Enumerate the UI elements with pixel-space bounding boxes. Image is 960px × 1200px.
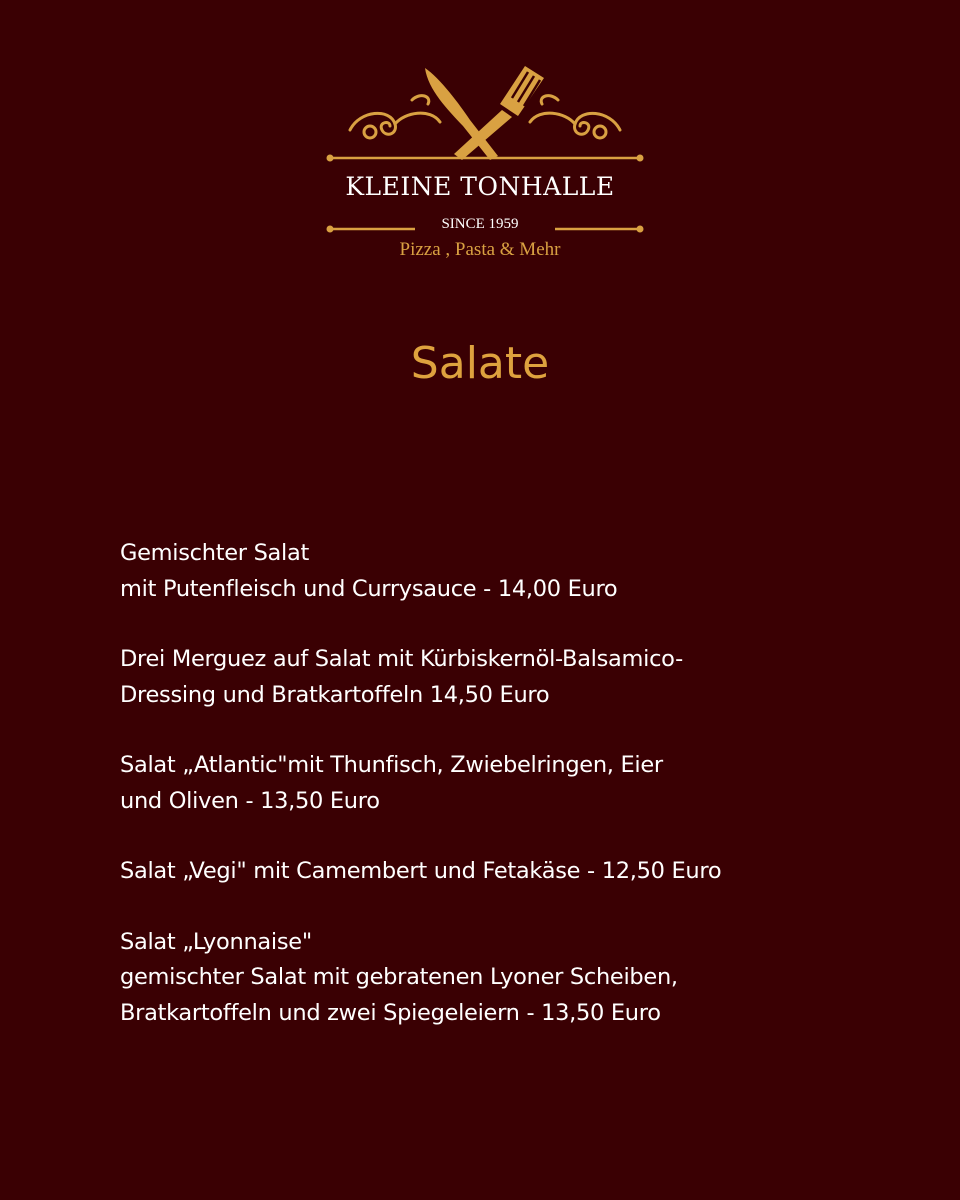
since-year: SINCE 1959 bbox=[441, 216, 519, 232]
brand-tagline: Pizza , Pasta & Mehr bbox=[399, 239, 561, 260]
menu-item bbox=[120, 536, 880, 607]
menu-item-line: Gemischter Salat bbox=[120, 540, 309, 566]
menu-item-line: Drei Merguez auf Salat mit Kürbiskernöl-Balsamico- bbox=[120, 646, 683, 672]
menu-item-line: gemischter Salat mit gebratenen Lyoner Scheiben, bbox=[120, 964, 678, 990]
menu-item-line: Dressing und Bratkartoffeln 14,50 Euro bbox=[120, 681, 550, 708]
brand-name: KLEINE TONHALLE bbox=[345, 172, 615, 201]
menu-list bbox=[120, 536, 880, 1066]
menu-item-line: Bratkartoffeln und zwei Spiegeleiern - 13,50 Euro bbox=[120, 999, 661, 1026]
menu-item bbox=[120, 748, 880, 819]
section-title: Salate bbox=[410, 338, 550, 389]
menu-item bbox=[120, 642, 880, 713]
menu-item-line: Salat „Vegi" mit Camembert und Fetakäse - 12,50 Euro bbox=[120, 858, 722, 884]
menu-item bbox=[120, 925, 880, 1032]
menu-item-line: Salat „Lyonnaise" bbox=[120, 928, 312, 955]
restaurant-logo bbox=[0, 0, 960, 280]
menu-item bbox=[120, 854, 880, 890]
menu-item-line: und Oliven - 13,50 Euro bbox=[120, 787, 380, 814]
menu-item-line: mit Putenfleisch und Currysauce - 14,00 Euro bbox=[120, 575, 618, 602]
knife-fork-ornament-icon bbox=[320, 60, 650, 180]
menu-item-line: Salat „Atlantic"mit Thunfisch, Zwiebelringen, Eier bbox=[120, 752, 663, 778]
